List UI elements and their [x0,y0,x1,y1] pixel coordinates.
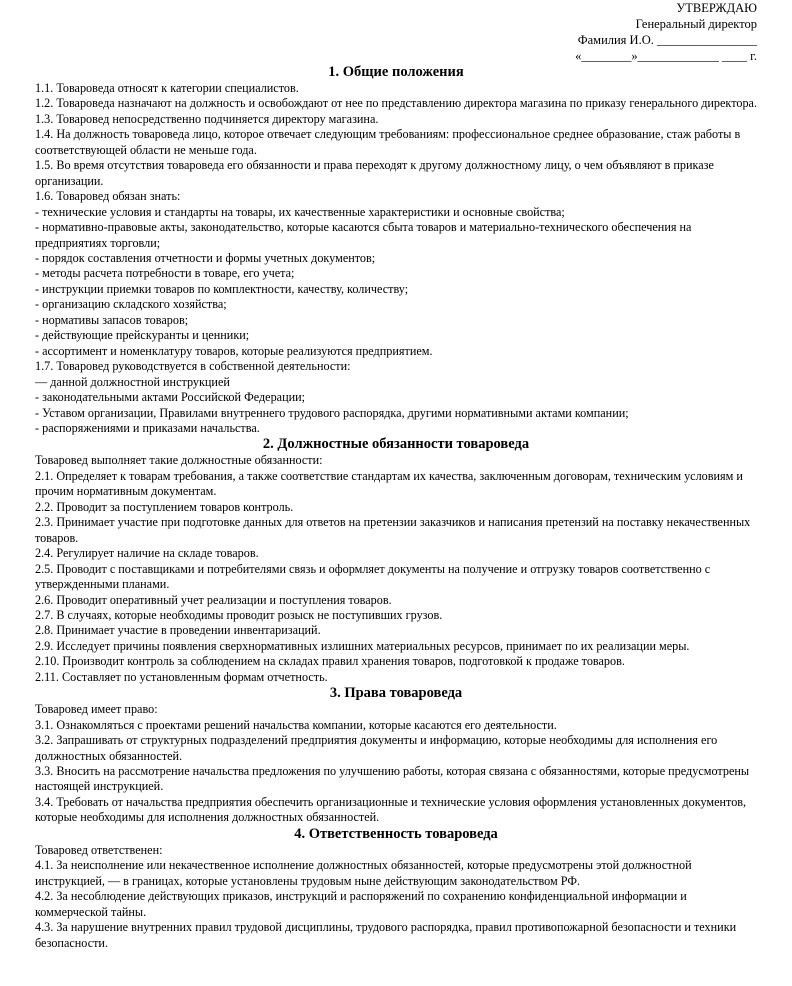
paragraph: - инструкции приемки товаров по комплектности, качеству, количеству; [35,281,409,296]
paragraph: 2.2. Проводит за поступлением товаров контроль. [35,499,294,514]
approval-date-line: «________»_____________ ____ г. [575,49,757,63]
paragraph: 3.1. Ознакомляться с проектами решений начальства компании, которые касаются его деятельности. [35,717,557,732]
paragraph: - технические условия и стандарты на товары, их качественные характеристики и основные свойства; [35,204,565,219]
paragraph: - методы расчета потребности в товаре, его учета; [35,266,295,281]
paragraph: Товаровед ответственен: [35,842,163,857]
paragraph: 2.8. Принимает участие в проведении инвентаризаций. [35,623,321,638]
section-title: 4. Ответственность товароведа [294,825,498,842]
approval-position: Генеральный директор [635,17,757,31]
paragraph: Товаровед имеет право: [35,702,158,717]
paragraph: 1.7. Товаровед руководствуется в собственной деятельности: [35,359,351,374]
paragraph: 3.3. Вносить на рассмотрение начальства предложения по улучшению работы, которая связана с обязанностями, которые предусмотрены настоящей инструкцией. [35,764,750,794]
section-title: 3. Права товароведа [329,685,463,702]
paragraph: - организацию складского хозяйства; [35,297,227,312]
paragraph: Товаровед выполняет такие должностные обязанности: [35,453,323,468]
paragraph: 1.6. Товаровед обязан знать: [35,189,181,204]
paragraph: 2.3. Принимает участие при подготовке данных для ответов на претензии заказчиков и написания претензий на поставку некачественных товаров. [35,515,751,545]
paragraph: 1.2. Товароведа назначают на должность и освобождают от нее по представлению директора магазина по приказу генерального директора. [35,96,758,111]
paragraph: - действующие прейскуранты и ценники; [35,328,250,343]
paragraph: 2.4. Регулирует наличие на складе товаров. [35,546,259,561]
paragraph: - Уставом организации, Правилами внутреннего трудового распорядка, другими нормативными актами компании; [35,405,629,420]
paragraph: - ассортимент и номенклатуру товаров, которые реализуются предприятием. [35,343,433,358]
document-body [35,64,757,951]
paragraph: 4.1. За неисполнение или некачественное исполнение должностных обязанностей, которые предусмотрены этой должностной инструкцией, — в границах, которые установлены трудовым ныне действующим законодательством РФ. [35,858,692,888]
paragraph: 1.4. На должность товароведа лицо, которое отвечает следующим требованиям: профессиональное среднее образование, стаж работы в соответствующей области не меньше года. [35,127,741,157]
section-title: 2. Должностные обязанности товароведа [262,436,530,453]
paragraph: 3.2. Запрашивать от структурных подразделений предприятия документы и информацию, которые необходимы для исполнения его должностных обязанностей. [35,733,718,763]
paragraph: - распоряжениями и приказами начальства. [35,420,260,435]
paragraph: - порядок составления отчетности и формы учетных документов; [35,250,376,265]
paragraph: 1.3. Товаровед непосредственно подчиняется директору магазина. [35,111,379,126]
paragraph: - нормативы запасов товаров; [35,312,189,327]
approval-heading: УТВЕРЖДАЮ [676,1,757,15]
paragraph: 2.11. Составляет по установленным формам отчетность. [35,669,328,684]
paragraph: — данной должностной инструкцией [35,374,230,389]
paragraph: - законодательными актами Российской Федерации; [35,390,306,405]
paragraph: 3.4. Требовать от начальства предприятия обеспечить организационные и технические условия оформления установленных документов, которые необходимы для исполнения должностных обязанностей. [35,794,747,825]
paragraph: 2.5. Проводит с поставщиками и потребителями связь и оформляет документы на получение и отгрузку товаров соответственно с утвержденными планами. [35,561,711,592]
paragraph: - нормативно-правовые акты, законодательство, которые касаются сбыта товаров и материально-технического обеспечения на предприятиях торговли; [35,220,692,250]
paragraph: 2.7. В случаях, которые необходимы проводит розыск не поступивших грузов. [35,607,443,622]
section-title: 1. Общие положения [328,64,464,80]
paragraph: 2.10. Производит контроль за соблюдением на складах правил хранения товаров, подготовкой к продаже товаров. [35,654,625,669]
paragraph: 4.2. За несоблюдение действующих приказов, инструкций и распоряжений по сохранению конфиденциальной информации и коммерческой тайны. [35,889,687,919]
paragraph: 2.9. Исследует причины появления сверхнормативных излишних материальных ресурсов, принимает по их реализации меры. [35,638,690,653]
approval-name-line: Фамилия И.О. ________________ [577,33,757,47]
approval-block [575,0,757,64]
paragraph: 2.6. Проводит оперативный учет реализации и поступления товаров. [35,592,392,607]
paragraph: 2.1. Определяет к товарам требования, а также соответствие стандартам их качества, заключенным договорам, техническим условиям и прочим нормативным документам. [35,468,743,499]
paragraph: 1.5. Во время отсутствия товароведа его обязанности и права переходят к другому должностному лицу, о чем объявляют в приказе организации. [35,158,714,188]
paragraph: 1.1. Товароведа относят к категории специалистов. [35,81,299,95]
paragraph: 4.3. За нарушение внутренних правил трудовой дисциплины, трудового распорядка, правил противопожарной безопасности и техники безопасности. [35,920,737,950]
